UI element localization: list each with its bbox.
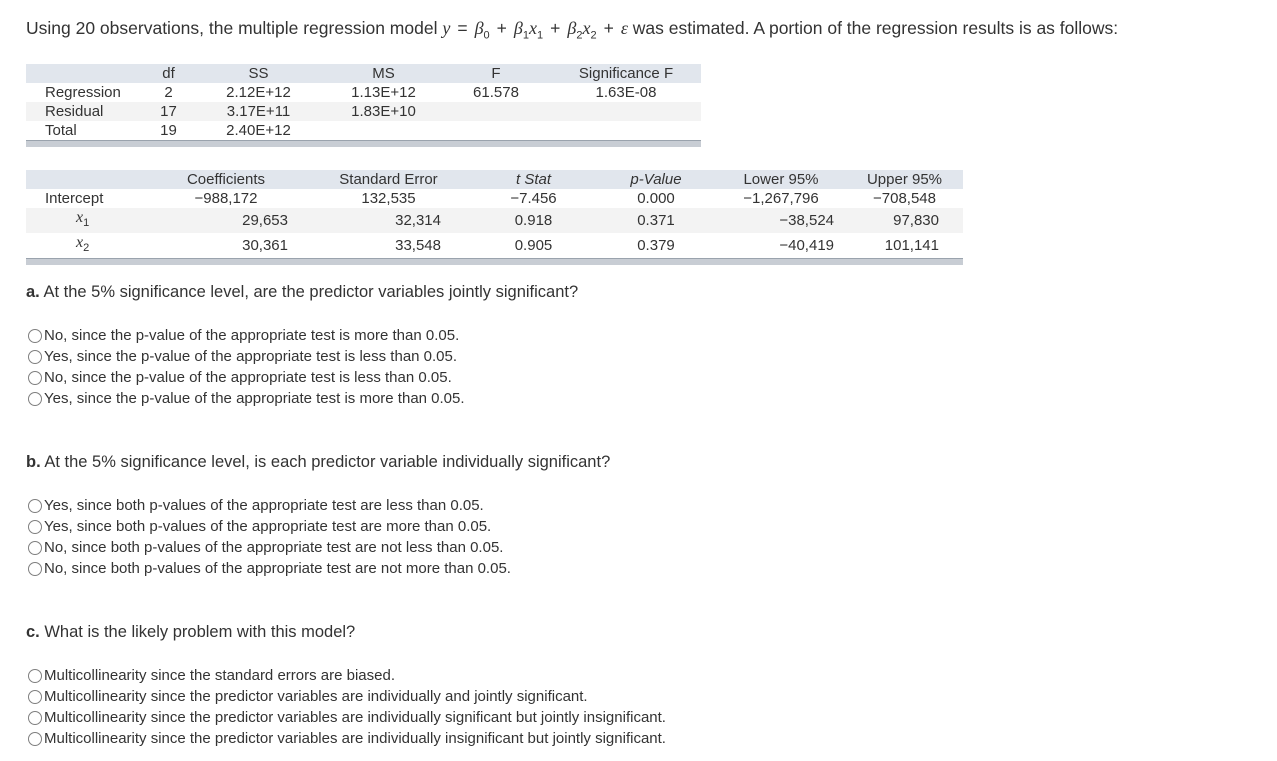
radio-option[interactable]: Multicollinearity since the predictor variables are individually insignificant but jointly significant. — [28, 728, 666, 749]
table-scrollbar[interactable] — [26, 141, 701, 148]
radio-button-icon[interactable] — [28, 520, 42, 534]
col-t-stat: t Stat — [515, 171, 552, 188]
y-symbol: y — [442, 18, 451, 38]
col-coefficients: Coefficients — [186, 171, 266, 188]
col-standard-error: Standard Error — [339, 171, 438, 188]
x2-label: $x_2$ — [76, 234, 90, 254]
radio-option[interactable]: Yes, since both p-values of the appropriate test are less than 0.05. — [28, 495, 511, 516]
radio-option[interactable]: No, since both p-values of the appropriate test are not less than 0.05. — [28, 537, 511, 558]
radio-option[interactable]: Multicollinearity since the predictor variables are individually significant but jointly insignificant. — [28, 707, 666, 728]
problem-statement: Using 20 observations, the multiple regression model $y = \beta_0 + \beta_1x_1 + \beta_2x_2 + \varepsilon$ was estimated. A portion of the regression results is as follows: — [26, 18, 1119, 42]
coefficients-table — [26, 170, 963, 265]
radio-button-icon[interactable] — [28, 690, 42, 704]
table-row: Intercept −988,172 132,535 −7.456 0.000 −1,267,796 −708,548 — [45, 190, 936, 207]
radio-button-icon[interactable] — [28, 392, 42, 406]
radio-option[interactable]: Yes, since the p-value of the appropriate test is less than 0.05. — [28, 346, 465, 367]
col-lower-95: Lower 95% — [743, 171, 819, 188]
radio-option[interactable]: Multicollinearity since the standard errors are biased. — [28, 665, 666, 686]
radio-option[interactable]: Yes, since the p-value of the appropriate test is more than 0.05. — [28, 388, 465, 409]
radio-button-icon[interactable] — [28, 499, 42, 513]
radio-option[interactable]: No, since the p-value of the appropriate test is less than 0.05. — [28, 367, 465, 388]
radio-button-icon[interactable] — [28, 562, 42, 576]
x1-label: $x_1$ — [76, 209, 90, 229]
col-ms: MS — [372, 65, 395, 82]
table-scrollbar[interactable] — [26, 259, 963, 266]
table-row: Total 19 2.40E+12 — [45, 122, 291, 139]
col-upper-95: Upper 95% — [866, 171, 943, 188]
radio-button-icon[interactable] — [28, 669, 42, 683]
anova-table — [26, 64, 701, 147]
radio-button-icon[interactable] — [28, 541, 42, 555]
table-row: $x_2$ 30,361 33,548 0.905 0.379 −40,419 101,141 — [26, 233, 963, 259]
radio-button-icon[interactable] — [28, 371, 42, 385]
question-b: b. At the 5% significance level, is each predictor variable individually significant? — [26, 453, 611, 471]
question-b-options — [28, 495, 511, 579]
radio-button-icon[interactable] — [28, 732, 42, 746]
col-f: F — [491, 65, 501, 82]
table-row: Residual 17 3.17E+11 1.83E+10 — [26, 102, 701, 121]
table-row: $x_1$ 29,653 32,314 0.918 0.371 −38,524 97,830 — [26, 208, 963, 233]
col-ss: SS — [248, 65, 269, 82]
radio-button-icon[interactable] — [28, 350, 42, 364]
question-a-options — [28, 325, 465, 409]
radio-option[interactable]: No, since both p-values of the appropriate test are not more than 0.05. — [28, 558, 511, 579]
table-row: Regression 2 2.12E+12 1.13E+12 61.578 1.63E-08 — [45, 84, 657, 101]
col-significance-f: Significance F — [578, 65, 674, 82]
question-c-options — [28, 665, 666, 749]
radio-button-icon[interactable] — [28, 711, 42, 725]
radio-option[interactable]: Multicollinearity since the predictor variables are individually and jointly significant. — [28, 686, 666, 707]
anova-header-row — [26, 64, 701, 83]
coef-header-row — [26, 170, 963, 189]
question-c: c. What is the likely problem with this model? — [26, 623, 356, 641]
question-a: a. At the 5% significance level, are the predictor variables jointly significant? — [26, 283, 579, 301]
radio-option[interactable]: No, since the p-value of the appropriate test is more than 0.05. — [28, 325, 465, 346]
radio-option[interactable]: Yes, since both p-values of the appropriate test are more than 0.05. — [28, 516, 511, 537]
col-df: df — [162, 65, 175, 82]
col-p-value: p-Value — [630, 171, 682, 188]
radio-button-icon[interactable] — [28, 329, 42, 343]
